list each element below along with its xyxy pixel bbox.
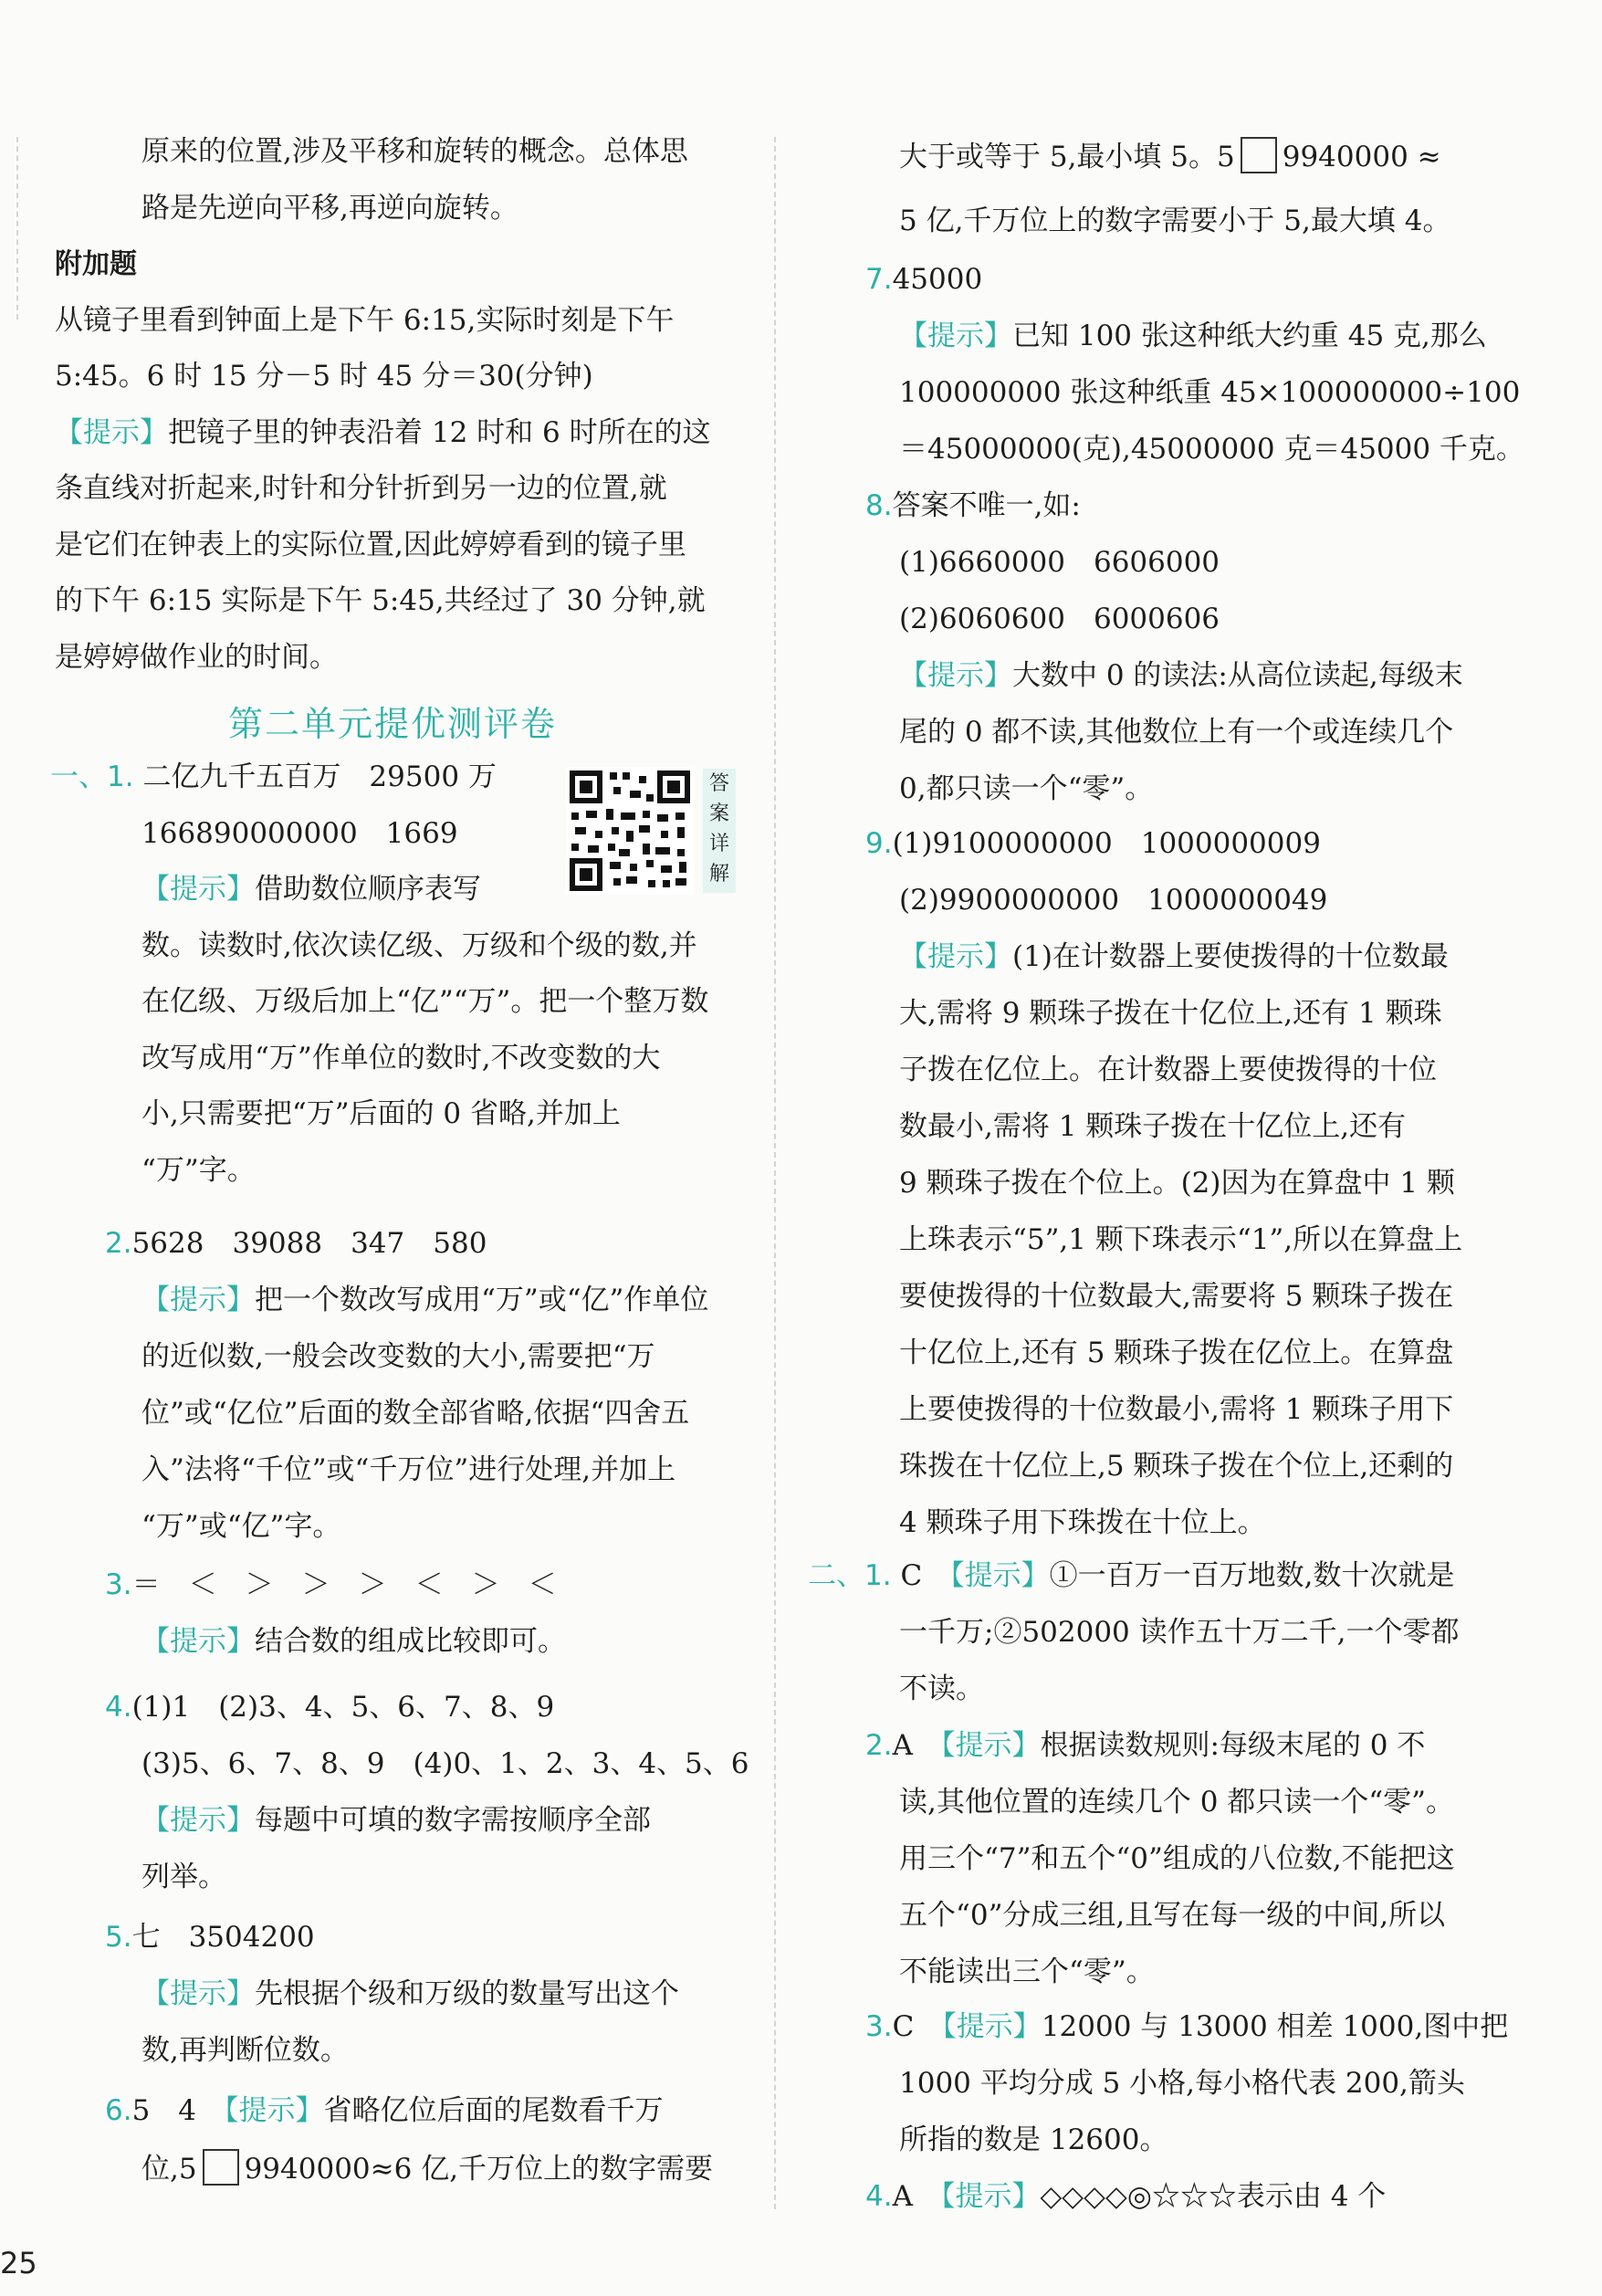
- hint-text: 先根据个级和万级的数量写出这个: [255, 1977, 679, 2010]
- question-number: 2.: [865, 1729, 893, 1762]
- text-line: ＝45000000(克),45000000 克＝45000 千克。: [899, 433, 1524, 466]
- hint-text: ◇◇◇◇◎☆☆☆表示由 4 个: [1040, 2180, 1387, 2213]
- answer-text: 二亿九千五百万 29500 万: [142, 760, 497, 793]
- hint-text: ①一百万一百万地数,数十次就是: [1049, 1559, 1455, 1592]
- text-line: 条直线对折起来,时针和分针折到另一边的位置,就: [55, 472, 667, 505]
- hint-line: [141, 1976, 679, 2012]
- question-line: [50, 759, 497, 795]
- text-line: 用三个“7”和五个“0”组成的八位数,不能把这: [899, 1842, 1455, 1875]
- answer-text: 45000: [892, 263, 983, 296]
- question-line: [105, 2092, 664, 2129]
- answer-text: 答案不唯一,如:: [892, 489, 1081, 522]
- section-title: 第二单元提优测评卷: [228, 704, 558, 744]
- hint-text: 每题中可填的数字需按顺序全部: [255, 1804, 651, 1837]
- qr-code-icon: [566, 767, 694, 895]
- text-part: 9940000≈6 亿,千万位上的数字需要: [244, 2153, 714, 2186]
- hint-line: [899, 938, 1449, 975]
- text-line: “万”或“亿”字。: [141, 1510, 341, 1543]
- hint-label: 【提示】: [55, 416, 168, 449]
- text-line: 0,都只读一个“零”。: [899, 772, 1154, 805]
- hint-label: 【提示】: [942, 2010, 1042, 2043]
- question-line: [105, 1919, 315, 1955]
- text-line: 数。读数时,依次读亿级、万级和个级的数,并: [141, 929, 697, 962]
- hint-label: 【提示】: [141, 1804, 255, 1837]
- answer-text: (1)1 (2)3、4、5、6、7、8、9: [131, 1691, 555, 1724]
- hint-label: 【提示】: [950, 1559, 1050, 1592]
- question-number: 8.: [865, 489, 893, 522]
- question-number: 5.: [105, 1921, 132, 1954]
- question-line: [865, 1727, 1425, 1764]
- hint-line: [141, 1623, 566, 1660]
- answer-text: A: [892, 1729, 913, 1762]
- text-line: 尾的 0 都不读,其他数位上有一个或连续几个: [899, 716, 1454, 749]
- question-number: 2.: [105, 1227, 132, 1260]
- question-line: [808, 1557, 1455, 1594]
- text-line: 小,只需要把“万”后面的 0 省略,并加上: [141, 1097, 621, 1130]
- answer-text: A: [892, 2180, 913, 2213]
- question-number: 9.: [865, 827, 893, 860]
- text-line: 4 颗珠子用下珠拨在十位上。: [899, 1506, 1266, 1539]
- qr-label-char: 案: [708, 802, 729, 825]
- text-line: 是婷婷做作业的时间。: [55, 641, 338, 674]
- blank-box: [1241, 137, 1277, 173]
- answer-line: 166890000000 1669: [141, 817, 458, 850]
- text-part: 大于或等于 5,最小填 5。5: [899, 141, 1235, 173]
- answer-line: (1)6660000 6606000: [899, 546, 1220, 579]
- hint-label: 【提示】: [899, 320, 1012, 352]
- hint-text: 省略亿位后面的尾数看千万: [323, 2094, 664, 2127]
- hint-label: 【提示】: [940, 2180, 1041, 2213]
- text-line: 5 亿,千万位上的数字需要小于 5,最大填 4。: [899, 204, 1451, 237]
- text-line: 所指的数是 12600。: [899, 2123, 1168, 2156]
- text-line: 路是先逆向平移,再逆向旋转。: [141, 192, 518, 225]
- answer-line: (2)6060600 6000606: [899, 603, 1220, 635]
- text-line: 五个“0”分成三组,且写在每一级的中间,所以: [899, 1899, 1446, 1932]
- text-line: 十亿位上,还有 5 颗珠子拨在亿位上。在算盘: [899, 1337, 1454, 1369]
- question-number: 4.: [865, 2180, 893, 2213]
- text-line: 数最小,需将 1 颗珠子拨在十亿位上,还有: [899, 1110, 1407, 1143]
- text-line: 原来的位置,涉及平移和旋转的概念。总体思: [141, 135, 688, 168]
- answer-line: (2)9900000000 1000000049: [899, 884, 1328, 917]
- text-line: 数,再判断位数。: [141, 2034, 349, 2067]
- qr-answer-label: [703, 769, 736, 893]
- answer-text: (1)9100000000 1000000009: [892, 827, 1321, 860]
- hint-label: 【提示】: [141, 1284, 255, 1316]
- question-number: 3.: [865, 2010, 893, 2043]
- question-number: 二、1.: [808, 1559, 892, 1592]
- answer-text: C: [900, 1559, 923, 1592]
- question-number: 3.: [105, 1568, 132, 1601]
- hint-text: 把镜子里的钟表沿着 12 时和 6 时所在的这: [168, 416, 711, 449]
- hint-label: 【提示】: [141, 1625, 255, 1658]
- hint-text: 12000 与 13000 相差 1000,图中把: [1041, 2010, 1509, 2043]
- qr-label-char: 答: [708, 772, 729, 795]
- hint-label: 【提示】: [940, 1729, 1041, 1762]
- question-number: 6.: [105, 2094, 132, 2127]
- question-line: [865, 261, 982, 298]
- question-line: [105, 1225, 487, 1262]
- text-line: 不能读出三个“零”。: [899, 1955, 1155, 1988]
- question-number: 7.: [865, 263, 893, 296]
- hint-label: 【提示】: [141, 1977, 255, 2010]
- text-line: [141, 2149, 713, 2187]
- text-line: 是它们在钟表上的实际位置,因此婷婷看到的镜子里: [55, 529, 686, 561]
- answer-line: (3)5、6、7、8、9 (4)0、1、2、3、4、5、6: [141, 1747, 749, 1780]
- question-number: 一、1.: [50, 760, 134, 793]
- answer-text: ＝ ＜ ＞ ＞ ＞ ＜ ＞ ＜: [131, 1568, 557, 1601]
- hint-text: 借助数位顺序表写: [255, 873, 481, 906]
- blank-box: [203, 2149, 239, 2186]
- text-line: 9 颗珠子拨在个位上。(2)因为在算盘中 1 颗: [899, 1167, 1455, 1200]
- text-line: 入”法将“千位”或“千万位”进行处理,并加上: [141, 1453, 676, 1486]
- hint-text: 大数中 0 的读法:从高位读起,每级末: [1012, 659, 1463, 692]
- text-line: “万”字。: [141, 1154, 256, 1187]
- hint-label: 【提示】: [141, 873, 255, 906]
- question-line: [865, 2008, 1508, 2045]
- hint-label: 【提示】: [225, 2094, 324, 2127]
- column-divider: [774, 137, 776, 2209]
- text-line: 上珠表示“5”,1 颗下珠表示“1”,所以在算盘上: [899, 1223, 1463, 1256]
- text-line: 改写成用“万”作单位的数时,不改变数的大: [141, 1042, 661, 1075]
- text-line: 不读。: [899, 1672, 984, 1705]
- hint-line: [141, 1282, 708, 1318]
- text-line: 5:45。6 时 15 分－5 时 45 分＝30(分钟): [55, 360, 593, 393]
- text-line: 列举。: [141, 1861, 226, 1893]
- text-line: 上要使拨得的十位数最小,需将 1 颗珠子用下: [899, 1393, 1454, 1426]
- text-line: 要使拨得的十位数最大,需要将 5 颗珠子拨在: [899, 1280, 1454, 1313]
- question-line: [865, 2178, 1386, 2215]
- hint-line: [899, 657, 1463, 694]
- question-line: [865, 488, 1081, 524]
- question-line: [105, 1689, 554, 1725]
- text-line: 的下午 6:15 实际是下午 5:45,共经过了 30 分钟,就: [55, 584, 706, 617]
- text-line: [899, 137, 1441, 175]
- text-line: 在亿级、万级后加上“亿”“万”。把一个整万数: [141, 985, 709, 1018]
- hint-label: 【提示】: [899, 659, 1012, 692]
- left-margin-line: [16, 137, 18, 320]
- hint-line: [899, 318, 1487, 354]
- answer-text: 5628 39088 347 580: [131, 1227, 487, 1260]
- hint-line: [141, 871, 481, 907]
- qr-label-char: 详: [708, 833, 729, 855]
- question-line: [105, 1567, 557, 1603]
- hint-line: [55, 414, 711, 451]
- hint-text: 把一个数改写成用“万”或“亿”作单位: [255, 1284, 709, 1316]
- text-line: 位”或“亿位”后面的数全部省略,依据“四舍五: [141, 1397, 690, 1430]
- question-line: [865, 825, 1321, 862]
- page-number: 25: [0, 2246, 37, 2280]
- text-line: 一千万;②502000 读作五十万二千,一个零都: [899, 1616, 1460, 1649]
- answer-text: 七 3504200: [131, 1921, 315, 1954]
- text-line: 的近似数,一般会改变数的大小,需要把“万: [141, 1340, 655, 1373]
- extra-question-heading: 附加题: [55, 248, 137, 280]
- text-line: 读,其他位置的连续几个 0 都只读一个“零”。: [899, 1786, 1454, 1819]
- hint-text: 结合数的组成比较即可。: [255, 1625, 566, 1658]
- hint-line: [141, 1802, 651, 1839]
- question-number: 4.: [105, 1691, 132, 1724]
- hint-text: 已知 100 张这种纸大约重 45 克,那么: [1012, 320, 1487, 352]
- text-line: 子拨在亿位上。在计数器上要使拨得的十位: [899, 1054, 1437, 1086]
- text-line: 珠拨在十亿位上,5 颗珠子拨在个位上,还剩的: [899, 1450, 1454, 1483]
- text-part: 9940000 ≈: [1282, 141, 1441, 173]
- hint-label: 【提示】: [899, 940, 1012, 973]
- text-part: 位,5: [141, 2153, 197, 2186]
- text-line: 1000 平均分成 5 小格,每小格代表 200,箭头: [899, 2067, 1465, 2100]
- answer-text: C: [892, 2010, 915, 2043]
- text-line: 从镜子里看到钟面上是下午 6:15,实际时刻是下午: [55, 304, 675, 337]
- hint-text: (1)在计数器上要使拨得的十位数最: [1012, 940, 1449, 973]
- hint-text: 根据读数规则:每级末尾的 0 不: [1040, 1729, 1426, 1762]
- answer-text: 5 4: [131, 2094, 197, 2127]
- text-line: 100000000 张这种纸重 45×100000000÷100: [899, 376, 1521, 409]
- qr-label-char: 解: [708, 863, 729, 886]
- text-line: 大,需将 9 颗珠子拨在十亿位上,还有 1 颗珠: [899, 997, 1442, 1030]
- qr-code[interactable]: [566, 767, 694, 895]
